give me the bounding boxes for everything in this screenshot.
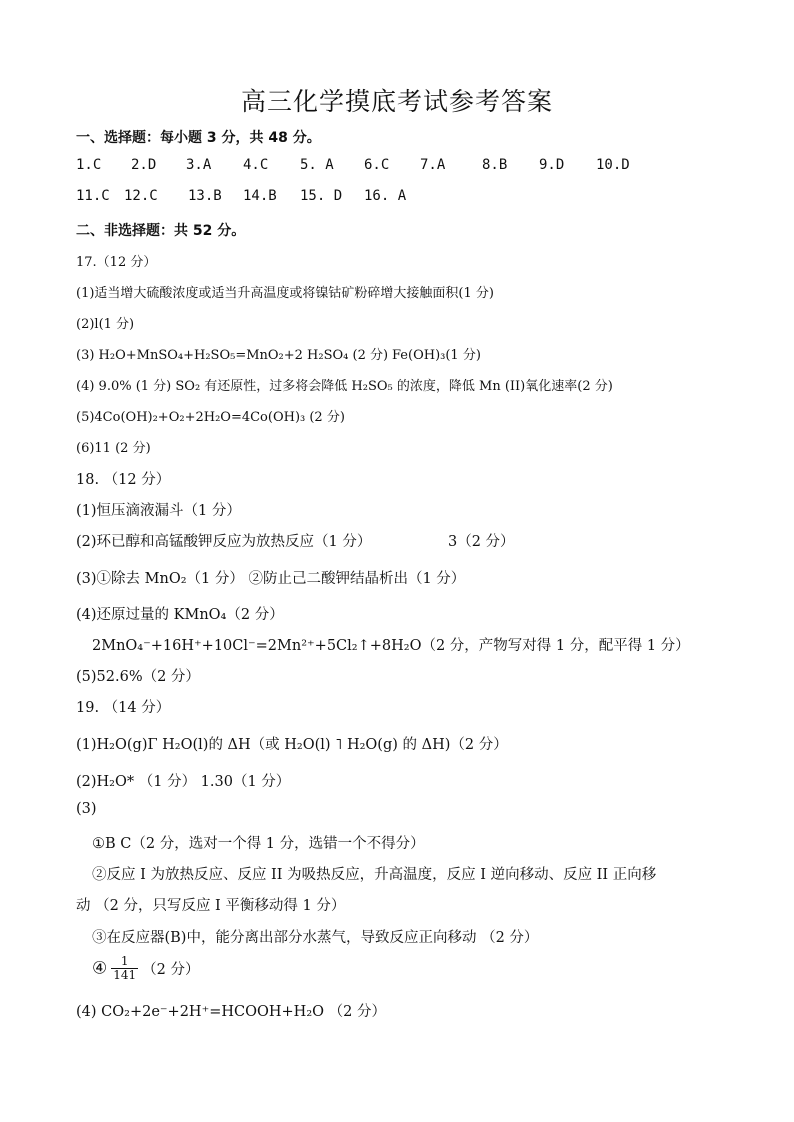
fraction bbox=[111, 955, 138, 982]
answer-item: 7.A bbox=[420, 157, 446, 173]
answer-item: 16. A bbox=[364, 188, 407, 204]
answer-item: 14.B bbox=[243, 188, 277, 204]
section1-heading: 一、选择题：每小题 3 分，共 48 分。 bbox=[76, 130, 321, 146]
q17-part1: (1)适当增大硫酸浓度或适当升高温度或将镍钴矿粉碎增大接触面积(1 分) bbox=[76, 286, 494, 301]
q17-heading: 17.（12 分） bbox=[76, 255, 157, 270]
answer-item: 11.C bbox=[76, 188, 110, 204]
q19-part1: (1)H₂O(g)Γ H₂O(l)的 ΔH（或 H₂O(l) ˥ H₂O(g) 的 ΔH)（2 分） bbox=[76, 737, 508, 753]
q18-part4-equation: 2MnO₄⁻+16H⁺+10Cl⁻=2Mn²⁺+5Cl₂↑+8H₂O（2 分，产物写对得 1 分，配平得 1 分） bbox=[92, 638, 690, 654]
answer-item: 10.D bbox=[596, 157, 630, 173]
q17-part2: (2)l(1 分) bbox=[76, 317, 135, 332]
answer-item: 2.D bbox=[131, 157, 157, 173]
q17-part5: (5)4Co(OH)₂+O₂+2H₂O=4Co(OH)₃ (2 分) bbox=[76, 410, 345, 425]
q19-part3: (3) bbox=[76, 801, 97, 817]
q19-part3-3: ③在反应器(B)中，能分离出部分水蒸气，导致反应正向移动 （2 分） bbox=[92, 930, 539, 946]
answer-item: 8.B bbox=[482, 157, 508, 173]
q18-heading: 18. （12 分） bbox=[76, 472, 171, 488]
answer-item: 9.D bbox=[539, 157, 565, 173]
q17-part3: (3) H₂O+MnSO₄+H₂SO₅=MnO₂+2 H₂SO₄ (2 分) bbox=[76, 348, 389, 363]
q19-part4: (4) CO₂+2e⁻+2H⁺=HCOOH+H₂O （2 分） bbox=[76, 1004, 386, 1020]
answer-item: 3.A bbox=[186, 157, 212, 173]
q19-part2: (2)H₂O* （1 分） 1.30（1 分） bbox=[76, 774, 291, 790]
answer-item: 1.C bbox=[76, 157, 102, 173]
fraction-denominator: 141 bbox=[113, 968, 137, 982]
q18-part5: (5)52.6%（2 分） bbox=[76, 669, 200, 685]
q17-part4: (4) 9.0% (1 分) SO₂ 有还原性，过多将会降低 H₂SO₅ 的浓度，降低 Mn (II)氧化速率(2 分) bbox=[76, 379, 613, 394]
q19-part3-1: ①B C（2 分，选对一个得 1 分，选错一个不得分） bbox=[92, 836, 425, 852]
answer-item: 13.B bbox=[188, 188, 222, 204]
q18-part2: (2)环已醇和高锰酸钾反应为放热反应（1 分） bbox=[76, 534, 372, 550]
q17-part3b: Fe(OH)₃(1 分) bbox=[392, 348, 481, 363]
answer-item: 4.C bbox=[243, 157, 269, 173]
answer-item: 6.C bbox=[364, 157, 390, 173]
answer-item: 12.C bbox=[124, 188, 158, 204]
q18-part1: (1)恒压滴液漏斗（1 分） bbox=[76, 503, 241, 519]
q19-part3-2-cont: 动 （2 分，只写反应 I 平衡移动得 1 分） bbox=[76, 898, 346, 914]
q18-part2b: 3（2 分） bbox=[448, 534, 515, 550]
section2-heading: 二、非选择题：共 52 分。 bbox=[76, 223, 246, 239]
page-title: 高三化学摸底考试参考答案 bbox=[240, 87, 553, 116]
q17-part6: (6)11 (2 分) bbox=[76, 441, 151, 456]
fraction-numerator: 1 bbox=[111, 955, 138, 969]
q19-heading: 19. （14 分） bbox=[76, 700, 171, 716]
q18-part4: (4)还原过量的 KMnO₄（2 分） bbox=[76, 607, 284, 623]
q18-part3: (3)①除去 MnO₂（1 分） ②防止己二酸钾结晶析出（1 分） bbox=[76, 571, 466, 587]
answer-item: 15. D bbox=[300, 188, 343, 204]
circled-number-4: ④ bbox=[92, 958, 108, 979]
q19-part3-2: ②反应 I 为放热反应、反应 II 为吸热反应，升高温度，反应 I 逆向移动、反应 II 正向移 bbox=[92, 867, 657, 883]
score-note: （2 分） bbox=[142, 962, 200, 978]
q19-part3-4 bbox=[92, 955, 200, 982]
answer-item: 5. A bbox=[300, 157, 334, 173]
